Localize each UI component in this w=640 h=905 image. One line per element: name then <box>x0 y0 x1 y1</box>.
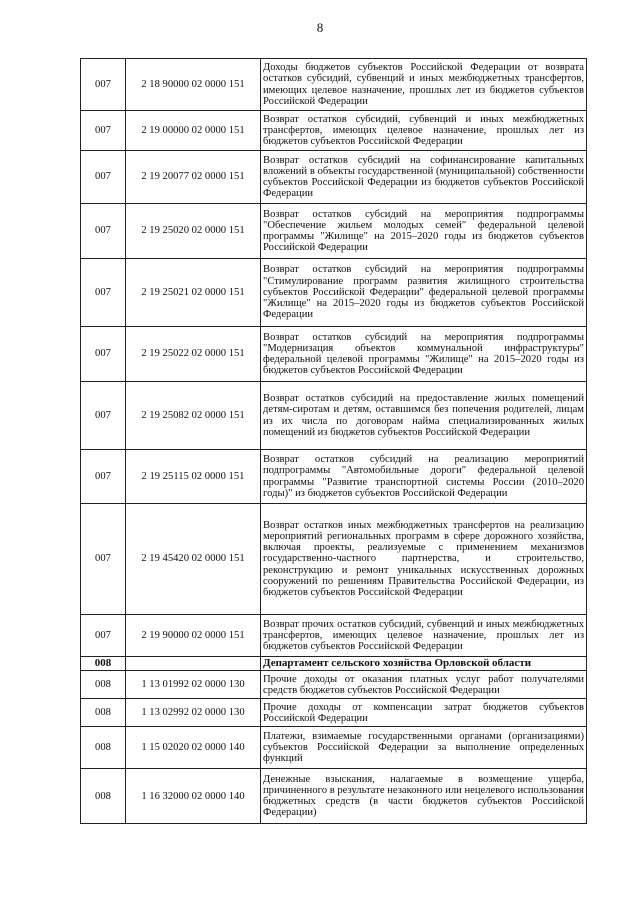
revenue-code-cell: 1 13 02992 02 0000 130 <box>126 699 261 727</box>
table-row <box>81 259 587 327</box>
department-header-row <box>81 657 587 671</box>
table-row <box>81 59 587 111</box>
admin-code-cell: 007 <box>81 327 126 382</box>
admin-code-cell: 007 <box>81 450 126 504</box>
revenue-name-cell: Возврат остатков субсидий на предоставление жилых помещений детям-сиротам и детям, оставшимся без попечения родителей, лицам из их числа по договорам найма специализированных жилых помещений из бюджетов субъектов Российской Федерации <box>261 382 587 450</box>
table-row <box>81 151 587 204</box>
table-row <box>81 382 587 450</box>
admin-code-cell: 007 <box>81 382 126 450</box>
admin-code-cell: 007 <box>81 151 126 204</box>
revenue-name-cell: Возврат остатков иных межбюджетных трансфертов на реализацию мероприятий региональных программ в сфере дорожного хозяйства, включая проекты, реализуемые с применением механизмов государственно-частного партнерства, и строительство, реконструкцию и ремонт уникальных искусственных дорожных сооружений по решениям Правительства Российской Федерации, из бюджетов субъектов Российской Федерации <box>261 504 587 615</box>
admin-code-cell: 007 <box>81 615 126 657</box>
admin-code-cell: 008 <box>81 671 126 699</box>
admin-code-cell: 008 <box>81 727 126 769</box>
admin-code-cell: 007 <box>81 59 126 111</box>
admin-code-cell: 008 <box>81 699 126 727</box>
revenue-code-cell: 2 19 25021 02 0000 151 <box>126 259 261 327</box>
table-row <box>81 111 587 151</box>
revenue-code-cell: 2 19 20077 02 0000 151 <box>126 151 261 204</box>
budget-codes-table <box>80 58 587 824</box>
revenue-name-cell: Возврат остатков субсидий на софинансирование капитальных вложений в объекты государственной (муниципальной) собственности субъектов Российской Федерации из бюджетов субъектов Российской Федерации <box>261 151 587 204</box>
table-row <box>81 327 587 382</box>
admin-code-cell: 008 <box>81 769 126 824</box>
revenue-name-cell: Платежи, взимаемые государственными органами (организациями) субъектов Российской Федерации за выполнение определенных функций <box>261 727 587 769</box>
revenue-name-cell: Возврат остатков субсидий на мероприятия подпрограммы "Модернизация объектов коммунальной инфраструктуры" федеральной целевой программы "Жилище" на 2015–2020 годы из бюджетов субъектов Российской Федерации <box>261 327 587 382</box>
department-name-cell: Департамент сельского хозяйства Орловской области <box>261 657 587 671</box>
revenue-code-cell: 1 15 02020 02 0000 140 <box>126 727 261 769</box>
table-row <box>81 615 587 657</box>
revenue-name-cell: Возврат остатков субсидий на реализацию мероприятий подпрограммы "Автомобильные дороги" федеральной целевой программы "Развитие транспортной системы России (2010–2020 годы)" из бюджетов субъектов Российской Федерации <box>261 450 587 504</box>
revenue-code-cell: 2 19 25020 02 0000 151 <box>126 204 261 259</box>
table-row <box>81 699 587 727</box>
revenue-name-cell: Прочие доходы от оказания платных услуг работ получателями средств бюджетов субъектов Российской Федерации <box>261 671 587 699</box>
revenue-code-cell: 2 19 90000 02 0000 151 <box>126 615 261 657</box>
admin-code-cell: 007 <box>81 111 126 151</box>
revenue-name-cell: Доходы бюджетов субъектов Российской Федерации от возврата остатков субсидий, субвенций и иных межбюджетных трансфертов, имеющих целевое назначение, прошлых лет из бюджетов субъектов Российской Федерации <box>261 59 587 111</box>
admin-code-cell: 007 <box>81 204 126 259</box>
revenue-code-cell: 1 13 01992 02 0000 130 <box>126 671 261 699</box>
table-row <box>81 450 587 504</box>
revenue-code-cell: 2 19 25115 02 0000 151 <box>126 450 261 504</box>
page-number: 8 <box>316 20 324 35</box>
revenue-code-cell: 1 16 32000 02 0000 140 <box>126 769 261 824</box>
revenue-code-cell: 2 19 45420 02 0000 151 <box>126 504 261 615</box>
revenue-code-cell: 2 18 90000 02 0000 151 <box>126 59 261 111</box>
table-row <box>81 504 587 615</box>
revenue-code-cell <box>126 657 261 671</box>
table-row <box>81 769 587 824</box>
revenue-code-cell: 2 19 25022 02 0000 151 <box>126 327 261 382</box>
revenue-name-cell: Возврат остатков субсидий, субвенций и иных межбюджетных трансфертов, имеющих целевое назначение, прошлых лет из бюджетов субъектов Российской Федерации <box>261 111 587 151</box>
table-row <box>81 727 587 769</box>
revenue-name-cell: Прочие доходы от компенсации затрат бюджетов субъектов Российской Федерации <box>261 699 587 727</box>
revenue-name-cell: Возврат остатков субсидий на мероприятия подпрограммы "Обеспечение жильем молодых семей" федеральной целевой программы "Жилище" на 2015–2020 годы из бюджетов субъектов Российской Федерации <box>261 204 587 259</box>
revenue-name-cell: Денежные взыскания, налагаемые в возмещение ущерба, причиненного в результате незаконного или нецелевого использования бюджетных средств (в части бюджетов субъектов Российской Федерации) <box>261 769 587 824</box>
admin-code-cell: 007 <box>81 504 126 615</box>
revenue-code-cell: 2 19 00000 02 0000 151 <box>126 111 261 151</box>
table-row <box>81 204 587 259</box>
revenue-name-cell: Возврат прочих остатков субсидий, субвенций и иных межбюджетных трансфертов, имеющих целевое назначение, прошлых лет из бюджетов субъектов Российской Федерации <box>261 615 587 657</box>
revenue-code-cell: 2 19 25082 02 0000 151 <box>126 382 261 450</box>
table-row <box>81 671 587 699</box>
admin-code-cell: 007 <box>81 259 126 327</box>
admin-code-cell: 008 <box>81 657 126 671</box>
revenue-name-cell: Возврат остатков субсидий на мероприятия подпрограммы "Стимулирование программ развития жилищного строительства субъектов Российской Федерации" федеральной целевой программы "Жилище" на 2015–2020 годы из бюджетов субъектов Российской Федерации <box>261 259 587 327</box>
